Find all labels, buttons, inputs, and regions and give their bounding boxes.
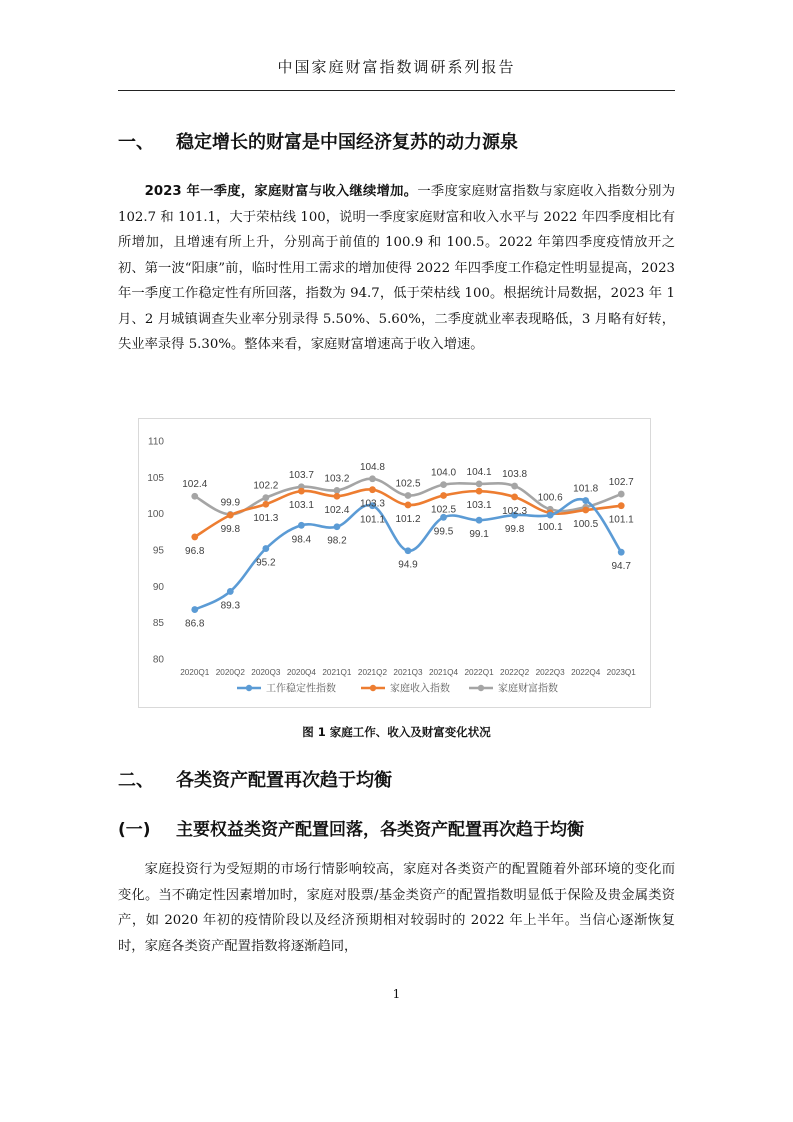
x-tick-label: 2020Q2: [215, 668, 245, 677]
legend-marker: [370, 685, 376, 691]
data-point-1: [191, 534, 198, 541]
data-label: 103.1: [466, 500, 492, 512]
y-tick-label: 100: [147, 509, 164, 521]
x-tick-label: 2022Q2: [500, 668, 530, 677]
data-label: 101.1: [608, 514, 634, 526]
data-label: 98.2: [327, 535, 347, 547]
legend-label: 家庭财富指数: [498, 683, 558, 695]
data-point-0: [618, 549, 625, 556]
data-label: 96.8: [185, 545, 205, 557]
data-point-2: [511, 483, 518, 490]
section-1-number: 一、: [118, 132, 154, 153]
y-tick-label: 110: [148, 436, 164, 448]
legend-marker: [246, 685, 252, 691]
x-tick-label: 2021Q1: [322, 668, 352, 677]
data-point-0: [582, 497, 589, 504]
data-point-2: [334, 487, 341, 494]
data-label: 104.1: [466, 466, 492, 478]
data-point-1: [369, 486, 376, 493]
data-point-2: [618, 491, 625, 498]
data-label: 103.2: [324, 473, 350, 485]
subsection-1-number: (一): [118, 820, 151, 840]
data-point-2: [476, 480, 483, 487]
data-label: 100.5: [573, 519, 599, 531]
page-header-title: 中国家庭财富指数调研系列报告: [277, 58, 516, 76]
figure-caption: 图 1 家庭工作、收入及财富变化状况: [302, 725, 491, 739]
y-tick-label: 90: [152, 581, 164, 593]
x-tick-label: 2020Q4: [286, 668, 316, 677]
data-label: 102.4: [324, 505, 350, 517]
data-label: 101.3: [253, 513, 279, 525]
header-divider: [118, 90, 675, 91]
section-2-number: 二、: [118, 770, 154, 791]
section-1-body: 一季度家庭财富指数与家庭收入指数分别为 102.7 和 101.1，大于荣枯线 100，说明一季度家庭财富和收入水平与 2022 年四季度相比有所增加，且增速有所上升，分别高于前值的 100.9 和 100.5。2022 年第四季度疫情放开之初、第一波“阳康”前，临时性用工需求的增加使得 2022 年四季度工作稳定性明显提高，2023 年一季度工作稳定性有所回落，指数为 94.7，低于荣枯线 100。根据统计局数据，2023 年 1 月、2 月城镇调查失业率分别录得 5.50%、5.60%，二季度就业率表现略低，3 月略有好转，失业率录得 5.30%。整体来看，家庭财富增速高于收入增速。: [118, 184, 676, 352]
data-label: 102.2: [253, 480, 279, 492]
data-point-2: [369, 475, 376, 482]
y-tick-label: 80: [152, 654, 164, 666]
legend-label: 家庭收入指数: [390, 683, 450, 695]
data-label: 102.4: [182, 479, 208, 491]
y-tick-label: 85: [152, 618, 164, 630]
data-point-0: [262, 545, 269, 552]
data-label: 104.8: [359, 461, 385, 473]
subsection-1-paragraph: [118, 857, 675, 959]
data-point-1: [405, 502, 412, 509]
data-point-0: [405, 547, 412, 554]
data-label: 100.1: [537, 521, 563, 533]
data-point-1: [476, 488, 483, 495]
data-label: 94.7: [611, 561, 631, 573]
x-tick-label: 2020Q1: [180, 668, 210, 677]
data-label: 99.8: [220, 524, 241, 536]
data-point-1: [440, 492, 447, 499]
data-point-1: [582, 507, 589, 514]
data-point-0: [476, 517, 483, 524]
data-point-0: [334, 523, 341, 530]
data-label: 103.8: [502, 469, 528, 481]
data-label: 102.5: [395, 478, 421, 490]
subsection-1-body: 家庭投资行为受短期的市场行情影响较高，家庭对各类资产的配置随着外部环境的变化而变化。当不确定性因素增加时，家庭对股票/基金类资产的配置指数明显低于保险及贵金属类资产，如 2020 年初的疫情阶段以及经济预期相对较弱时的 2022 年上半年。当信心逐渐恢复时，家庭各类资产配置指数将逐渐趋同，: [118, 862, 675, 954]
legend-marker: [478, 685, 484, 691]
data-label: 102.3: [502, 505, 528, 517]
data-point-2: [191, 493, 198, 500]
data-label: 86.8: [185, 618, 205, 630]
data-label: 101.8: [573, 483, 599, 495]
section-2-heading: [118, 766, 392, 792]
x-tick-label: 2022Q4: [571, 668, 601, 677]
data-point-2: [405, 492, 412, 499]
data-point-0: [191, 606, 198, 613]
data-label: 103.7: [288, 469, 314, 481]
data-label: 101.1: [359, 514, 385, 526]
y-tick-label: 105: [147, 472, 164, 484]
data-point-1: [262, 501, 269, 508]
subsection-1-heading: [118, 815, 584, 840]
subsection-1-title: 主要权益类资产配置回落，各类资产配置再次趋于均衡: [176, 820, 584, 840]
x-tick-label: 2022Q1: [464, 668, 494, 677]
x-tick-label: 2021Q3: [393, 668, 423, 677]
data-label: 89.3: [220, 600, 241, 612]
x-tick-label: 2020Q3: [251, 668, 281, 677]
data-label: 102.7: [608, 477, 634, 489]
data-label: 100.6: [537, 492, 563, 504]
data-point-1: [618, 502, 625, 509]
page-number: 1: [392, 987, 401, 1001]
data-point-1: [334, 493, 341, 500]
data-point-1: [511, 494, 518, 501]
data-point-2: [440, 481, 447, 488]
x-tick-label: 2021Q2: [357, 668, 388, 677]
data-label: 95.2: [256, 557, 276, 569]
data-label: 103.1: [288, 500, 314, 512]
data-label: 98.4: [291, 534, 312, 546]
chart-frame: [138, 418, 651, 708]
line-chart: [139, 419, 650, 707]
x-tick-label: 2022Q3: [535, 668, 565, 677]
data-label: 102.5: [431, 504, 457, 516]
data-label: 99.5: [433, 526, 454, 538]
section-1-heading: [118, 128, 518, 154]
data-label: 101.2: [395, 513, 421, 525]
section-1-title: 稳定增长的财富是中国经济复苏的动力源泉: [176, 132, 518, 153]
section-1-paragraph: [118, 179, 675, 358]
data-point-2: [262, 494, 269, 501]
data-label: 99.8: [504, 524, 525, 536]
section-1-lead: 2023 年一季度，家庭财富与收入继续增加。: [144, 184, 418, 199]
section-2-title: 各类资产配置再次趋于均衡: [176, 770, 392, 791]
data-label: 94.9: [398, 559, 418, 571]
x-tick-label: 2021Q4: [428, 668, 459, 677]
x-tick-label: 2023Q1: [606, 668, 636, 677]
data-point-0: [547, 512, 554, 519]
data-point-0: [298, 522, 305, 529]
legend-label: 工作稳定性指数: [266, 683, 336, 695]
y-tick-label: 95: [152, 545, 164, 557]
data-label: 99.9: [220, 497, 241, 509]
data-point-1: [298, 488, 305, 495]
data-label: 104.0: [431, 467, 457, 479]
data-point-0: [227, 588, 234, 595]
data-point-1: [227, 512, 234, 519]
data-label: 99.1: [469, 529, 489, 541]
data-label: 103.3: [359, 498, 385, 510]
